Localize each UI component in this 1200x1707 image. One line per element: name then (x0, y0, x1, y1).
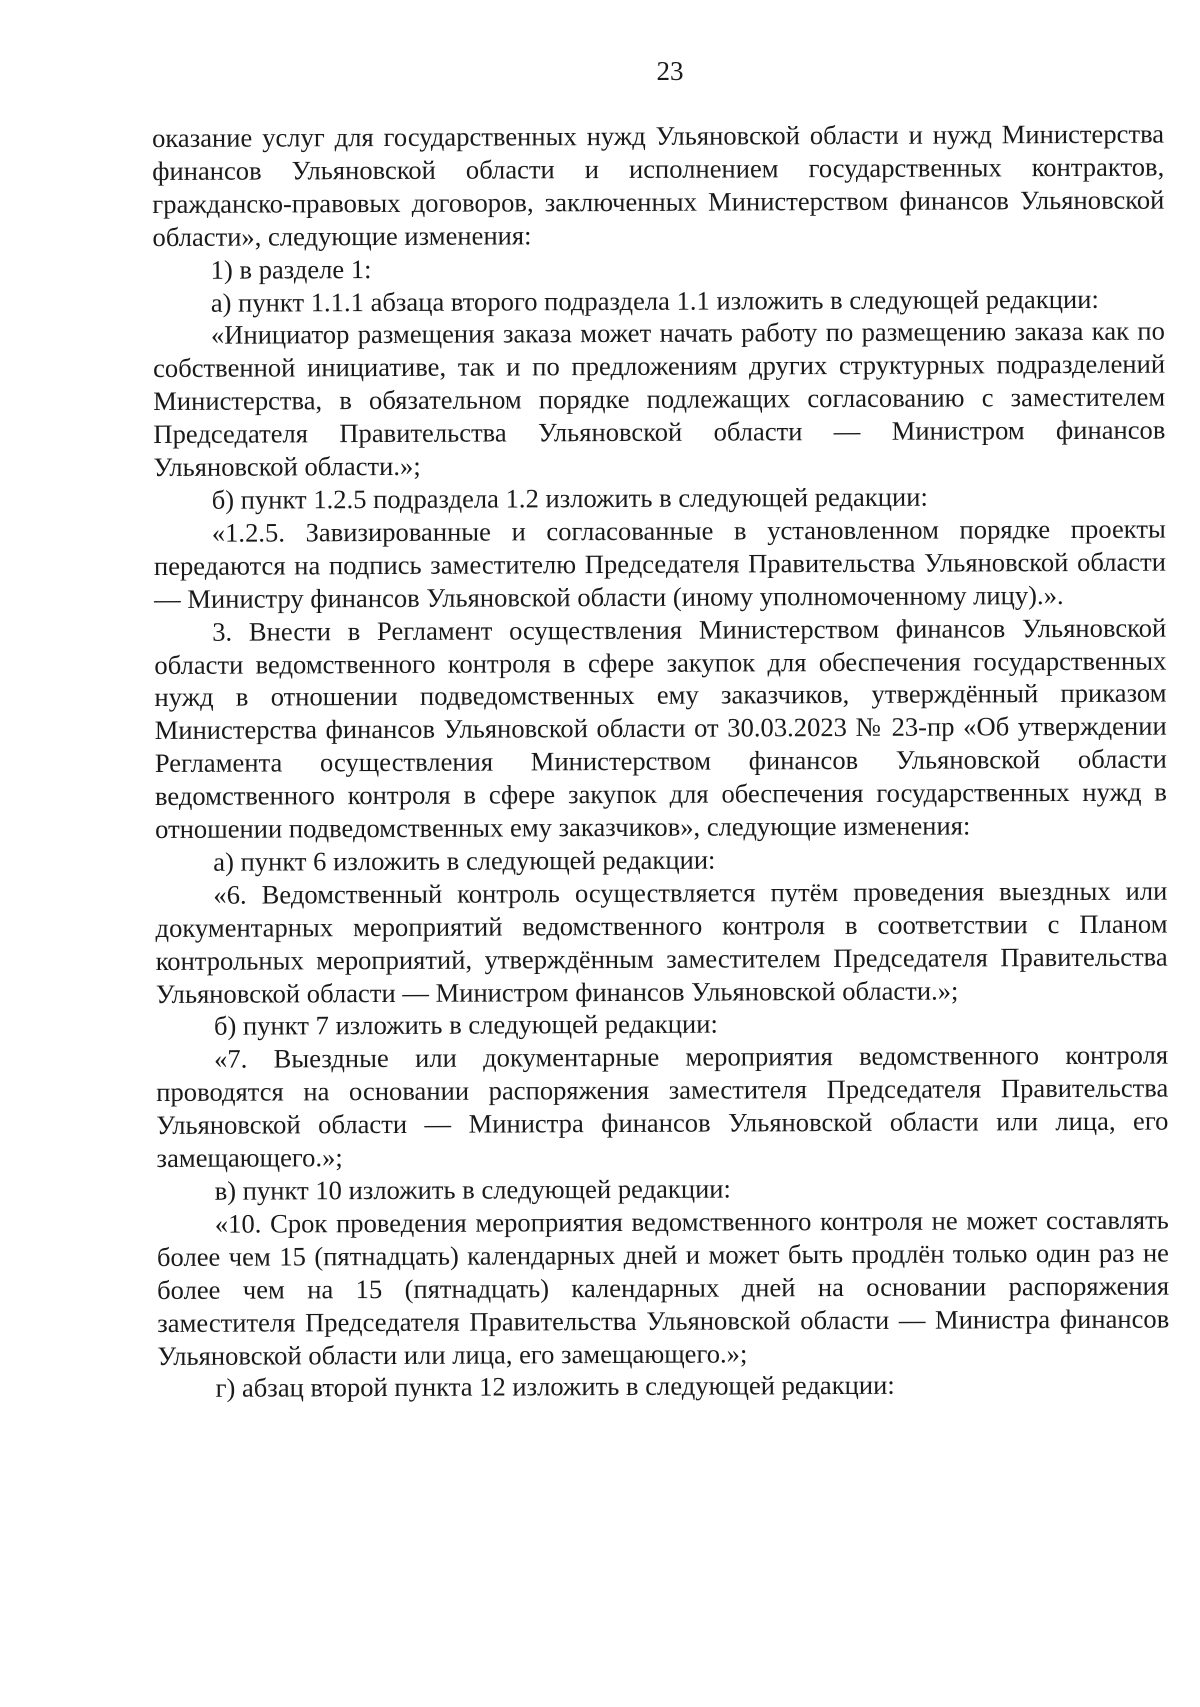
paragraph-quote-1-2-5: «1.2.5. Завизированные и согласованные в установленном порядке проекты передаются на подпись заместителю Председателя Правительства Ульяновской области — Министру финансов Ульяновской области (иному уполномоченному лицу).». (153, 513, 1166, 614)
paragraph-quote-1-1-1: «Инициатор размещения заказа может начать работу по размещению заказа как по собственной инициативе, так и по предложениям других структурных подразделений Министерства, в обязательном порядке подлежащих согласованию с заместителем Председателя Правительства Ульяновской области — Министром финансов Ульяновской области.»; (153, 316, 1166, 483)
paragraph-quote-10: «10. Срок проведения мероприятия ведомственного контроля не может составлять более чем 15 (пятнадцать) календарных дней и может быть продлён только один раз не более чем на 15 (пятнадцать) календарных дней на основании распоряжения заместителя Председателя Правительства Ульяновской области — Министра финансов Ульяновской области или лица, его замещающего.»; (156, 1204, 1170, 1371)
paragraph-section-1: 1) в разделе 1: (210, 253, 372, 285)
paragraph-quote-6: «6. Ведомственный контроль осуществляется путём проведения выездных или документарных мероприятий ведомственного контроля в соответствии с Планом контрольных мероприятий, утверждённым заместителем Председателя Правительства Ульяновской области — Министром финансов Ульяновской области.»; (155, 875, 1168, 1009)
paragraph-item-b: б) пункт 1.2.5 подраздела 1.2 изложить в следующей редакции: (211, 481, 928, 515)
paragraph-item-3: 3. Внести в Регламент осуществления Министерством финансов Ульяновской области ведомственного контроля в сфере закупок для обеспечения государственных нужд в отношении подведомственных ему заказчиков, утверждённый приказом Министерства финансов Ульяновской области от 30.03.2023 № 23-пр «Об утверждении Регламента осуществления Министерством финансов Ульяновской области ведомственного контроля в сфере закупок для обеспечения государственных нужд в отношении подведомственных ему заказчиков», следующие изменения: (154, 612, 1167, 845)
paragraph-item-3b: б) пункт 7 изложить в следующей редакции: (213, 1009, 718, 1042)
paragraph-item-3v: в) пункт 10 изложить в следующей редакции: (214, 1173, 731, 1206)
paragraph-item-a: а) пункт 1.1.1 абзаца второго подраздела 1.1 изложить в следующей редакции: (210, 283, 1099, 318)
paragraph-quote-7: «7. Выездные или документарные мероприятия ведомственного контроля проводятся на основании распоряжения заместителя Председателя Правительства Ульяновской области — Министра финансов Ульяновской области или лица, его замещающего.»; (156, 1039, 1169, 1174)
paragraph-item-3g: г) абзац второй пункта 12 изложить в следующей редакции: (215, 1370, 895, 1404)
paragraph-item-3a: а) пункт 6 изложить в следующей редакции: (213, 844, 716, 877)
document-body (152, 118, 1170, 1406)
paragraph-continuation: оказание услуг для государственных нужд Ульяновской области и нужд Министерства финансов Ульяновской области и исполнением государственных контрактов, гражданско-правовых договоров, заключенных Министерством финансов Ульяновской области», следующие изменения: (152, 118, 1165, 252)
page-number: 23 (656, 56, 684, 86)
